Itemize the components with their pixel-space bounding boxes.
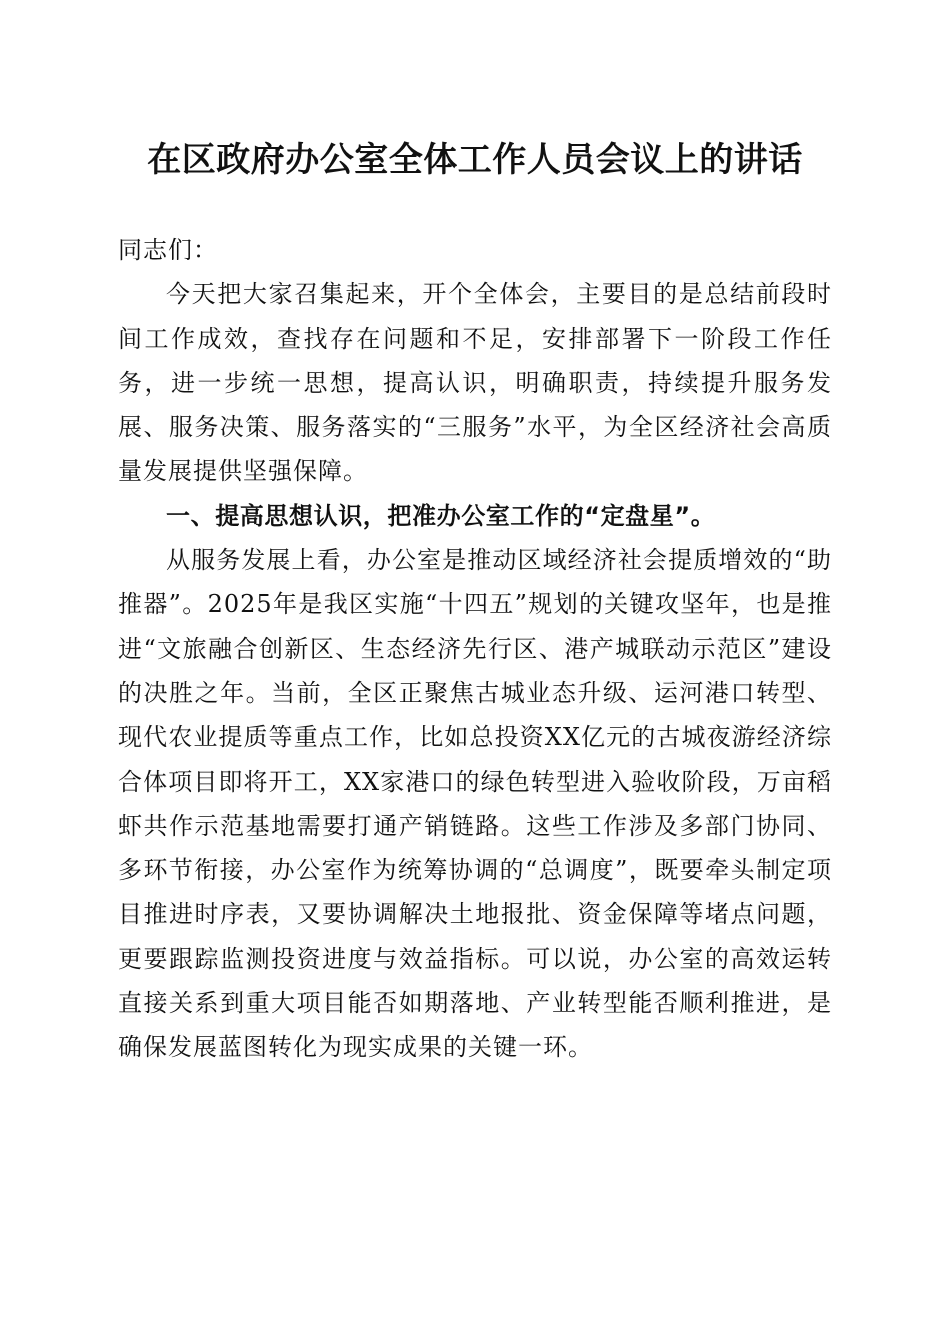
section-heading-1: 一、提高思想认识，把准办公室工作的“定盘星”。 <box>166 501 716 530</box>
intro-paragraph: 今天把大家召集起来，开个全体会，主要目的是总结前段时间工作成效，查找存在问题和不足，安排部署下一阶段工作任务，进一步统一思想，提高认识，明确职责，持续提升服务发展、服务决策、服务落实的“三服务”水平，为全区经济社会高质量发展提供坚强保障。 <box>118 280 832 486</box>
section-1-paragraph: 从服务发展上看，办公室是推动区域经济社会提质增效的“助推器”。2025年是我区实施“十四五”规划的关键攻坚年，也是推进“文旅融合创新区、生态经济先行区、港产城联动示范区”建设的决胜之年。当前，全区正聚焦古城业态升级、运河港口转型、现代农业提质等重点工作，比如总投资XX亿元的古城夜游经济综合体项目即将开工，XX家港口的绿色转型进入验收阶段，万亩稻虾共作示范基地需要打通产销链路。这些工作涉及多部门协同、多环节衔接，办公室作为统筹协调的“总调度”，既要牵头制定项目推进时序表，又要协调解决土地报批、资金保障等堵点问题，更要跟踪监测投资进度与效益指标。可以说，办公室的高效运转直接关系到重大项目能否如期落地、产业转型能否顺利推进，是确保发展蓝图转化为现实成果的关键一环。 <box>118 546 832 1062</box>
document-body <box>118 228 832 1070</box>
salutation: 同志们： <box>118 236 218 264</box>
document-title: 在区政府办公室全体工作人员会议上的讲话 <box>147 140 803 180</box>
